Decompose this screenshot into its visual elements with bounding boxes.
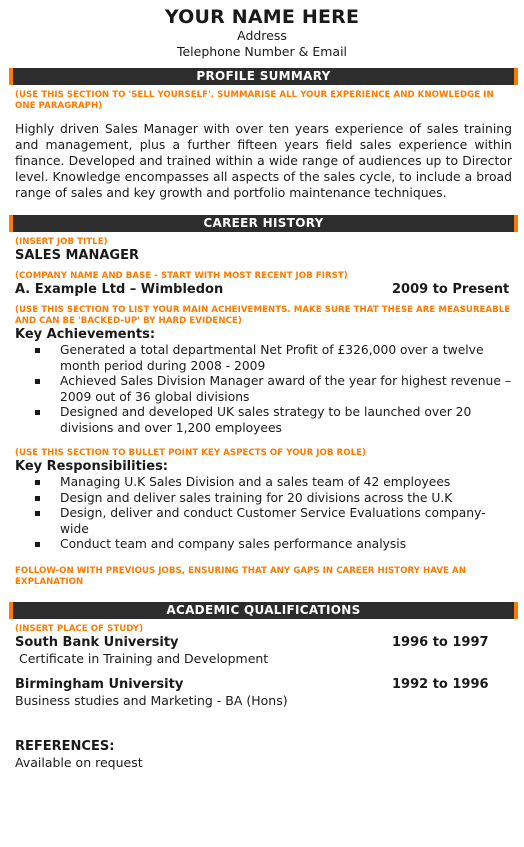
list-item: [35, 343, 512, 374]
list-item: [35, 537, 512, 553]
responsibilities-list: [15, 475, 512, 553]
responsibility-text: Conduct team and company sales performance analysis: [60, 537, 407, 551]
bullet-icon: [35, 480, 40, 485]
institution-name: South Bank University: [15, 634, 179, 650]
achievements-list: [15, 343, 512, 436]
responsibility-text: Design and deliver sales training for 20 divisions across the U.K: [60, 490, 453, 505]
education-row: [15, 635, 512, 651]
study-dates: 1996 to 1997: [392, 634, 489, 650]
list-item: [35, 475, 512, 491]
profile-text: Highly driven Sales Manager with over ten years experience of sales training and management, plus a further fifteen years field sales experience within finance. Developed and trained within a wide range of audiences up to Director level. Knowledge encompasses all aspects of the sales cycle, to include a broad range of sales and key growth and portfolio maintenance techniques.: [15, 121, 512, 200]
references-heading: REFERENCES:: [15, 738, 115, 754]
achievement-text: Designed and developed UK sales strategy to be launched over 20 divisions and over 1,200 employees: [60, 405, 472, 435]
achievement-text: Generated a total departmental Net Profit of £326,000 over a twelve month period during 2008 - 2009: [60, 343, 484, 373]
profile-summary-heading: PROFILE SUMMARY: [9, 68, 518, 85]
bullet-icon: [35, 542, 40, 547]
achievement-text: Achieved Sales Division Manager award of the year for highest revenue – 2009 out of 36 global divisions: [60, 374, 511, 404]
follow-on-hint: FOLLOW-ON WITH PREVIOUS JOBS, ENSURING THAT ANY GAPS IN CAREER HISTORY HAVE AN EXPLANATION: [15, 565, 466, 587]
study-place-hint: (INSERT PLACE OF STUDY): [15, 623, 144, 634]
academic-qualifications-heading: ACADEMIC QUALIFICATIONS: [9, 602, 518, 619]
academic-section: [0, 619, 524, 771]
list-item: [35, 491, 512, 507]
company-row: [15, 282, 512, 298]
bullet-icon: [35, 511, 40, 516]
career-history-section: [0, 232, 524, 588]
bullet-icon: [35, 379, 40, 384]
study-dates: 1992 to 1996: [392, 676, 489, 692]
candidate-name: YOUR NAME HERE: [164, 6, 360, 28]
bullet-icon: [35, 496, 40, 501]
responsibility-text: Managing U.K Sales Division and a sales team of 42 employees: [60, 475, 451, 489]
contact-details: Telephone Number & Email: [176, 44, 348, 59]
responsibilities-hint: (USE THIS SECTION TO BULLET POINT KEY ASPECTS OF YOUR JOB ROLE): [15, 448, 366, 458]
qualification: Certificate in Training and Development: [19, 650, 269, 666]
profile-summary-section: [0, 85, 524, 201]
company-hint: (COMPANY NAME AND BASE - START WITH MOST RECENT JOB FIRST): [15, 271, 348, 281]
company-name: A. Example Ltd – Wimbledon: [15, 282, 224, 297]
job-dates: 2009 to Present: [392, 282, 510, 297]
job-title-hint: (INSERT JOB TITLE): [15, 237, 108, 247]
achievements-heading: Key Achievements:: [15, 327, 156, 342]
list-item: [35, 405, 512, 436]
cv-header: [0, 6, 524, 60]
achievements-hint: (USE THIS SECTION TO LIST YOUR MAIN ACHEIVEMENTS. MAKE SURE THAT THESE ARE MEASUREABLE AND CAN BE 'BACKED-UP' BY HARD EVIDENCE): [15, 305, 511, 326]
responsibility-text: Design, deliver and conduct Customer Service Evaluations company-wide: [60, 506, 486, 536]
job-title: SALES MANAGER: [15, 248, 139, 263]
list-item: [35, 374, 512, 405]
qualification: Business studies and Marketing - BA (Hons): [15, 692, 288, 708]
bullet-icon: [35, 410, 40, 415]
address: Address: [237, 28, 287, 43]
responsibilities-heading: Key Responsibilities:: [15, 459, 169, 474]
profile-hint: (USE THIS SECTION TO 'SELL YOURSELF'. SUMMARISE ALL YOUR EXPERIENCE AND KNOWLEDGE IN ONE PARAGRAPH): [15, 90, 494, 111]
references-text: Available on request: [15, 754, 143, 770]
career-history-heading: CAREER HISTORY: [9, 215, 518, 232]
bullet-icon: [35, 348, 40, 353]
institution-name: Birmingham University: [15, 676, 184, 692]
list-item: [35, 506, 512, 537]
education-row: [15, 677, 512, 693]
